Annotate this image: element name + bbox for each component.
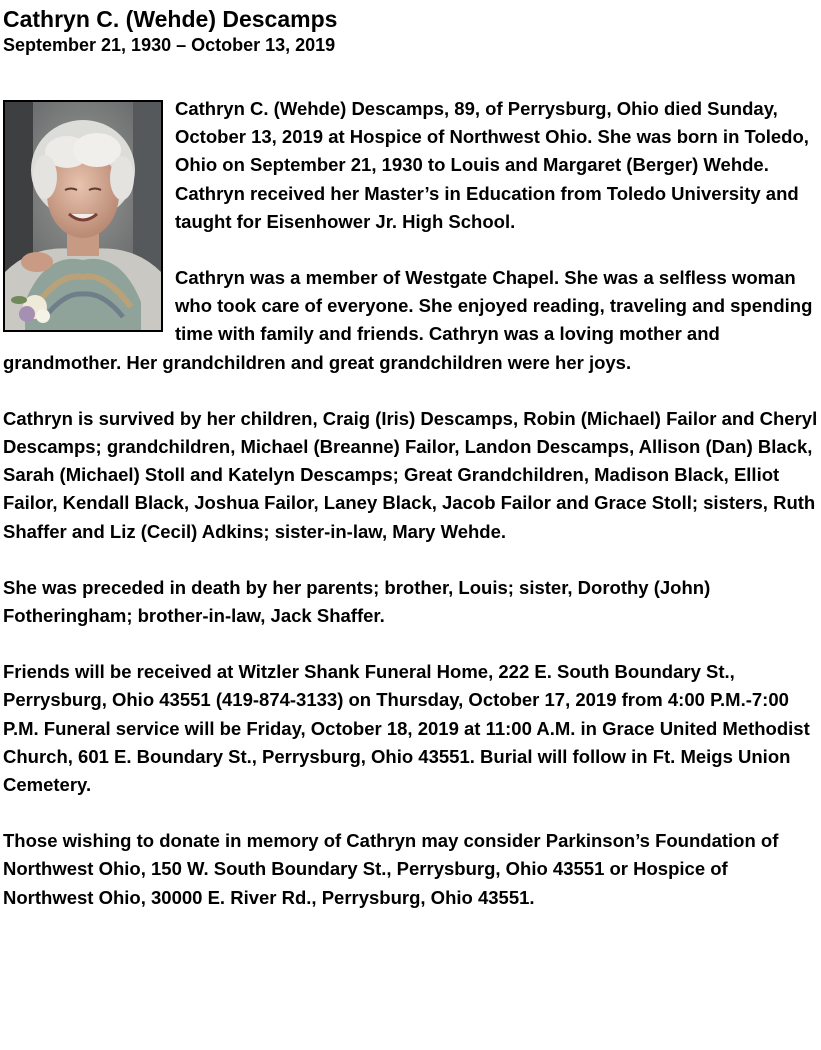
obituary-paragraph: Those wishing to donate in memory of Cathryn may consider Parkinson’s Foundation of Northwest Ohio, 150 W. South Boundary St., Perrysburg, Ohio 43551 or Hospice of Northwest Ohio, 30000 E. River Rd., Perrysburg, Ohio 43551. xyxy=(3,830,779,908)
obituary-body xyxy=(3,95,818,940)
life-dates: September 21, 1930 – October 13, 2019 xyxy=(3,35,336,55)
obituary-paragraph: Cathryn is survived by her children, Craig (Iris) Descamps, Robin (Michael) Failor and Cheryl Descamps; grandchildren, Michael (Breanne) Failor, Landon Descamps, Allison (Dan) Black, Sarah (Michael) Stoll and Katelyn Descamps; Great Grandchildren, Madison Black, Elliot Failor, Kendall Black, Joshua Failor, Laney Black, Jacob Failor and Grace Stoll; sisters, Ruth Shaffer and Liz (Cecil) Adkins; sister-in-law, Mary Wehde. xyxy=(3,407,818,542)
obituary-paragraph: Cathryn was a member of Westgate Chapel. She was a selfless woman who took care of everyone. She enjoyed reading, traveling and spending time with family and friends. Cathryn was a loving mother and grandmother. Her grandchildren and great grandchildren were her joys. xyxy=(3,267,813,373)
obituary-paragraph: Cathryn C. (Wehde) Descamps, 89, of Perrysburg, Ohio died Sunday, October 13, 2019 at Hospice of Northwest Ohio. She was born in Toledo, Ohio on September 21, 1930 to Louis and Margaret (Berger) Wehde. Cathryn received her Master’s in Education from Toledo University and taught for Eisenhower Jr. High School. xyxy=(175,98,809,232)
obituary-paragraph: Friends will be received at Witzler Shank Funeral Home, 222 E. South Boundary St., Perrysburg, Ohio 43551 (419-874-3133) on Thursday, October 17, 2019 from 4:00 P.M.-7:00 P.M. Funeral service will be Friday, October 18, 2019 at 11:00 A.M. in Grace United Methodist Church, 601 E. Boundary St., Perrysburg, Ohio 43551. Burial will follow in Ft. Meigs Union Cemetery. xyxy=(3,661,810,796)
page-title: Cathryn C. (Wehde) Descamps xyxy=(3,6,338,32)
obituary-paragraph: She was preceded in death by her parents; brother, Louis; sister, Dorothy (John) Fotheringham; brother-in-law, Jack Shaffer. xyxy=(3,576,711,627)
portrait-photo xyxy=(3,100,163,332)
obituary-page xyxy=(3,0,818,908)
